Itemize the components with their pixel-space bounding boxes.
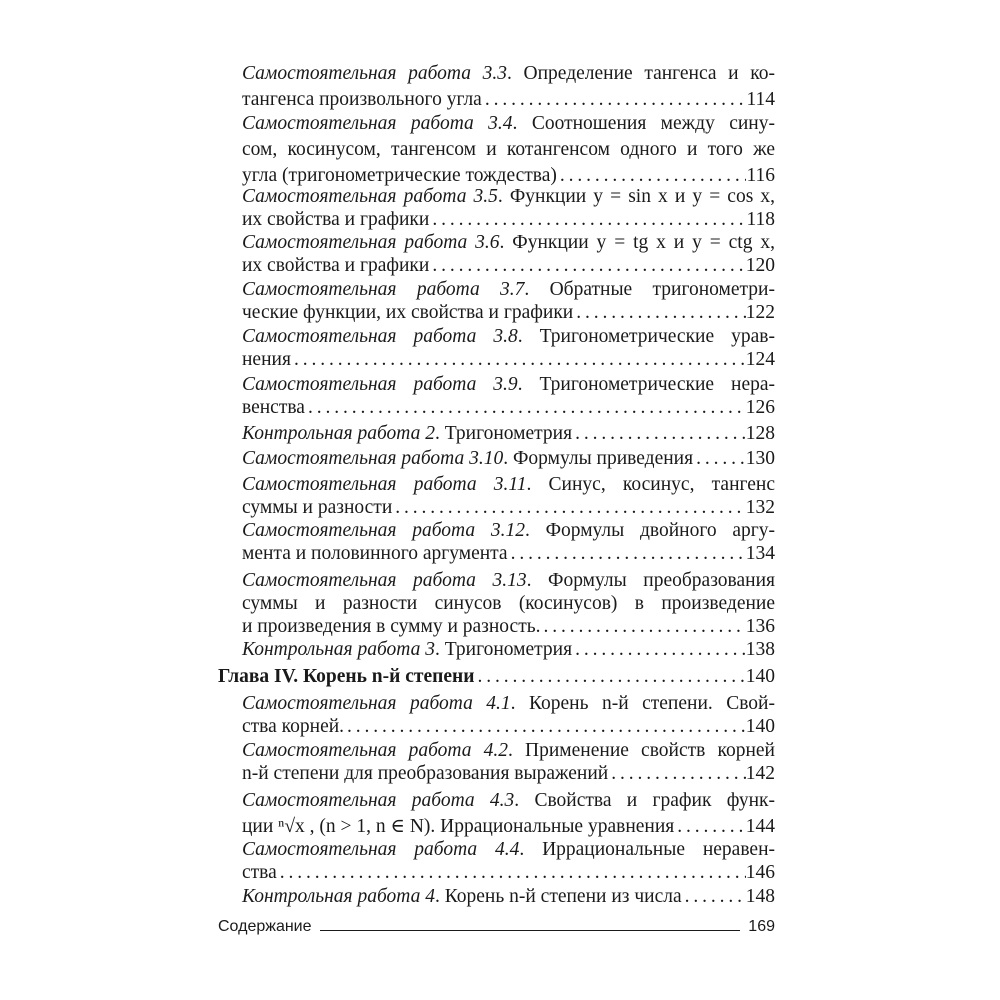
- entry-label: Самостоятельная работа 3.8: [242, 326, 518, 347]
- dot-leader: [682, 884, 746, 910]
- page-number: 130: [745, 448, 775, 469]
- entry-text: . Формулы преобразования: [526, 570, 775, 591]
- entry-text: . Обратные тригонометри-: [524, 279, 775, 300]
- entry-label: Самостоятельная работа 3.6: [242, 232, 500, 253]
- entry-text: . Формулы двойного аргу-: [524, 520, 775, 541]
- page-number: 118: [746, 209, 775, 230]
- entry-label: Самостоятельная работа 3.3: [242, 63, 508, 84]
- entry-label: Самостоятельная работа 4.1: [242, 693, 511, 714]
- entry-label: Самостоятельная работа 3.9: [242, 374, 518, 395]
- entry-text: ства корней.: [242, 716, 345, 737]
- entry-label: Самостоятельная работа 3.11: [242, 474, 527, 495]
- entry-text: их свойства и графики: [242, 255, 430, 276]
- chapter-title: Глава IV. Корень n-й степени: [218, 666, 475, 687]
- page-footer: [218, 912, 775, 936]
- page-number: 140: [745, 666, 775, 687]
- entry-label: Самостоятельная работа 3.4: [242, 113, 513, 134]
- page-number: 134: [745, 543, 775, 564]
- page-number: 136: [745, 616, 775, 637]
- dot-leader: [608, 761, 746, 787]
- entry-text: n-й степени для преобразования выражений: [242, 763, 609, 784]
- entry-text: суммы и разности синусов (косинусов) в произведение: [242, 593, 775, 614]
- page-number: 126: [745, 397, 775, 418]
- page-number: 146: [745, 862, 775, 883]
- dot-leader: [344, 714, 746, 740]
- page-number: 128: [745, 423, 775, 444]
- entry-text: . Функции y = sin x и y = cos x,: [497, 186, 775, 207]
- entry-text: венства: [242, 397, 305, 418]
- dot-leader: [573, 300, 746, 326]
- entry-text: ства: [242, 862, 277, 883]
- entry-text: суммы и разности: [242, 497, 393, 518]
- page-number: 132: [745, 497, 775, 518]
- entry-text: ции ⁿ√x , (n > 1, n ∈ N). Иррациональные уравнения: [242, 816, 675, 837]
- entry-text: . Иррациональные неравен-: [519, 839, 775, 860]
- dot-leader: [572, 421, 746, 447]
- entry-text: . Свойства и график функ-: [514, 790, 775, 811]
- page-number: 148: [745, 886, 775, 907]
- entry-text: . Соотношения между сину-: [512, 113, 775, 134]
- dot-leader: [277, 860, 746, 886]
- dot-leader: [572, 637, 746, 663]
- dot-leader: [429, 253, 745, 279]
- entry-text: угла (тригонометрические тождества): [242, 165, 557, 186]
- entry-text: сом, косинусом, тангенсом и котангенсом одного и того же: [242, 139, 775, 160]
- running-section-title: Содержание: [218, 918, 312, 935]
- entry-label: Самостоятельная работа 3.10: [242, 448, 504, 469]
- entry-text: . Тригонометрия: [434, 639, 573, 660]
- page-number: 124: [745, 349, 775, 370]
- entry-text: . Определение тангенса и ко-: [507, 63, 775, 84]
- entry-text: . Тригонометрия: [434, 423, 573, 444]
- dot-leader: [693, 446, 746, 472]
- dot-leader: [482, 87, 747, 113]
- entry-label: Контрольная работа 3: [242, 639, 435, 660]
- entry-text: . Синус, косинус, тангенс: [526, 474, 775, 495]
- entry-text: . Формулы приведения: [503, 448, 694, 469]
- dot-leader: [291, 347, 746, 373]
- dot-leader: [305, 395, 746, 421]
- page-number: 114: [746, 89, 775, 110]
- page-number: 142: [745, 763, 775, 784]
- dot-leader: [508, 541, 746, 567]
- entry-text: нения: [242, 349, 291, 370]
- entry-label: Самостоятельная работа 3.5: [242, 186, 498, 207]
- entry-text: мента и половинного аргумента: [242, 543, 508, 564]
- entry-text: . Тригонометрические нера-: [517, 374, 775, 395]
- page-number: 140: [745, 716, 775, 737]
- entry-label: Самостоятельная работа 4.3: [242, 790, 515, 811]
- page-number: 144: [745, 816, 775, 837]
- entry-label: Контрольная работа 2: [242, 423, 435, 444]
- entry-text: и произведения в сумму и разность.: [242, 616, 541, 637]
- page-number: 120: [745, 255, 775, 276]
- footer-page-number: 169: [748, 918, 775, 935]
- entry-text: . Тригонометрические урав-: [517, 326, 775, 347]
- entry-text: . Применение свойств корней: [508, 740, 775, 761]
- page-number: 138: [745, 639, 775, 660]
- entry-text: . Корень n-й степени из числа: [434, 886, 682, 907]
- entry-label: Самостоятельная работа 3.12: [242, 520, 525, 541]
- entry-label: Самостоятельная работа 3.13: [242, 570, 527, 591]
- entry-text: их свойства и графики: [242, 209, 430, 230]
- entry-label: Самостоятельная работа 3.7: [242, 279, 525, 300]
- entry-text: ческие функции, их свойства и графики: [242, 302, 574, 323]
- entry-text: . Функции y = tg x и y = ctg x,: [499, 232, 775, 253]
- entry-label: Самостоятельная работа 4.4: [242, 839, 520, 860]
- page-number: 116: [746, 165, 775, 186]
- entry-text: тангенса произвольного угла: [242, 89, 482, 110]
- page-number: 122: [745, 302, 775, 323]
- footer-rule: [320, 930, 741, 931]
- entry-label: Самостоятельная работа 4.2: [242, 740, 509, 761]
- dot-leader: [475, 664, 746, 690]
- entry-label: Контрольная работа 4: [242, 886, 435, 907]
- entry-text: . Корень n-й степени. Свой-: [510, 693, 775, 714]
